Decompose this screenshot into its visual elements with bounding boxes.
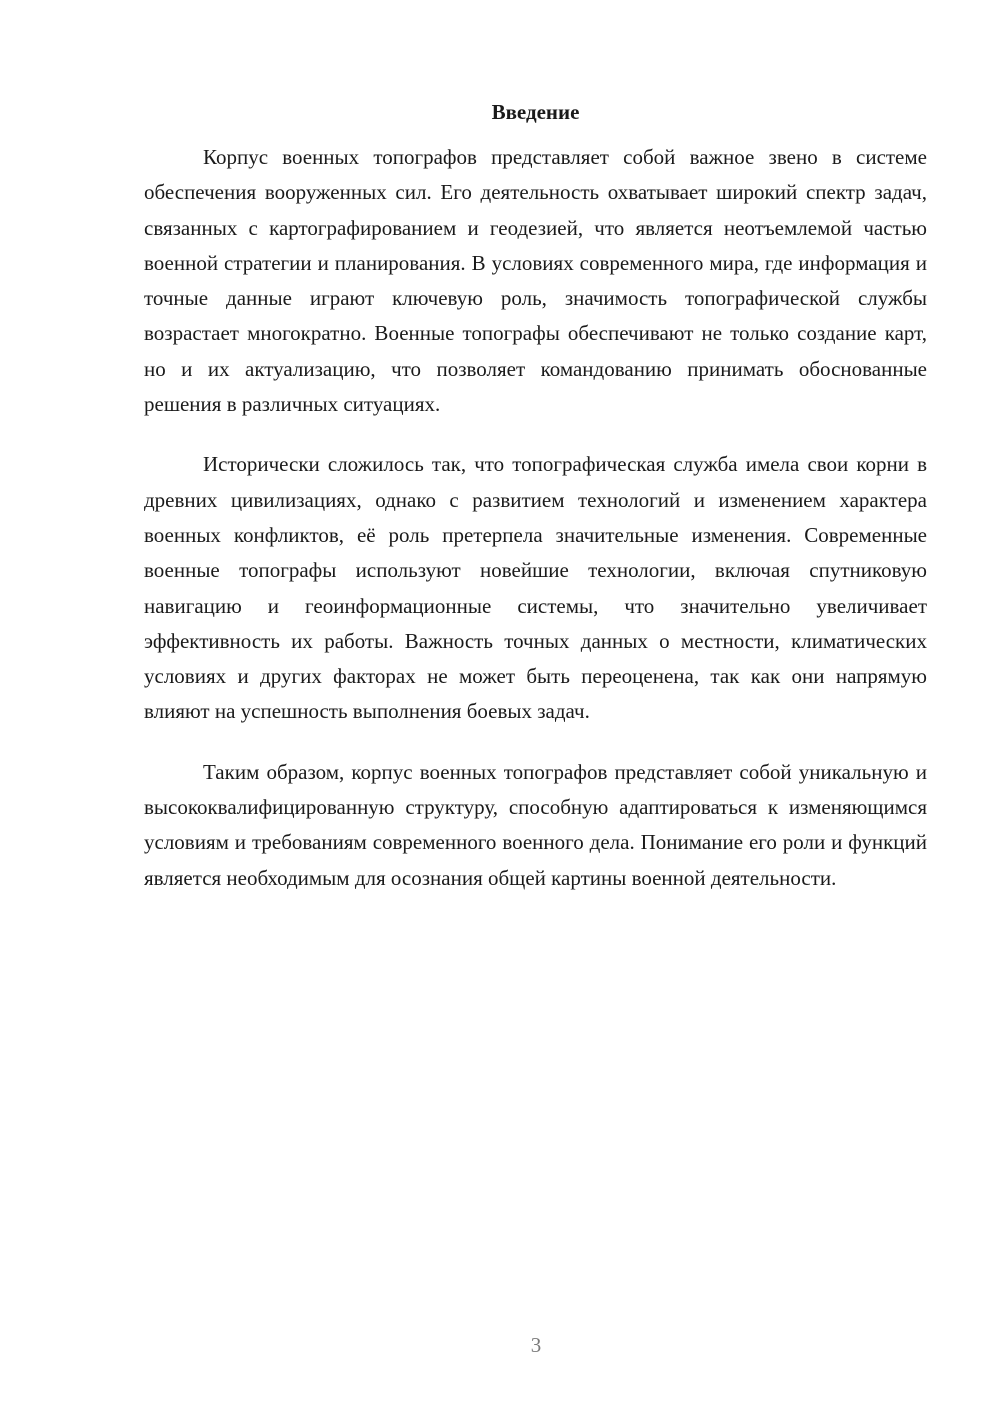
page-number: 3	[530, 1333, 542, 1357]
paragraph-1: Корпус военных топографов представляет собой важное звено в системе обеспечения вооруженных сил. Его деятельность охватывает широкий спектр задач, связанных с картографированием и геодезией, что является неотъемлемой частью военной стратегии и планирования. В условиях современного мира, где информация и точные данные играют ключевую роль, значимость топографической службы возрастает многократно. Военные топографы обеспечивают не только создание карт, но и их актуализацию, что позволяет командованию принимать обоснованные решения в различных ситуациях.	[144, 145, 927, 417]
page-content	[144, 96, 927, 896]
paragraph-2: Исторически сложилось так, что топографическая служба имела свои корни в древних цивилизациях, однако с развитием технологий и изменением характера военных конфликтов, её роль претерпела значительные изменения. Современные военные топографы используют новейшие технологии, включая спутниковую навигацию и геоинформационные системы, что значительно увеличивает эффективность их работы. Важность точных данных о местности, климатических условиях и других факторах не может быть переоценена, так как они напрямую влияют на успешность выполнения боевых задач.	[144, 452, 927, 724]
section-title: Введение	[491, 100, 580, 124]
paragraph-3: Таким образом, корпус военных топографов представляет собой уникальную и высококвалифицированную структуру, способную адаптироваться к изменяющимся условиям и требованиям современного военного дела. Понимание его роли и функций является необходимым для осознания общей картины военной деятельности.	[144, 759, 927, 890]
